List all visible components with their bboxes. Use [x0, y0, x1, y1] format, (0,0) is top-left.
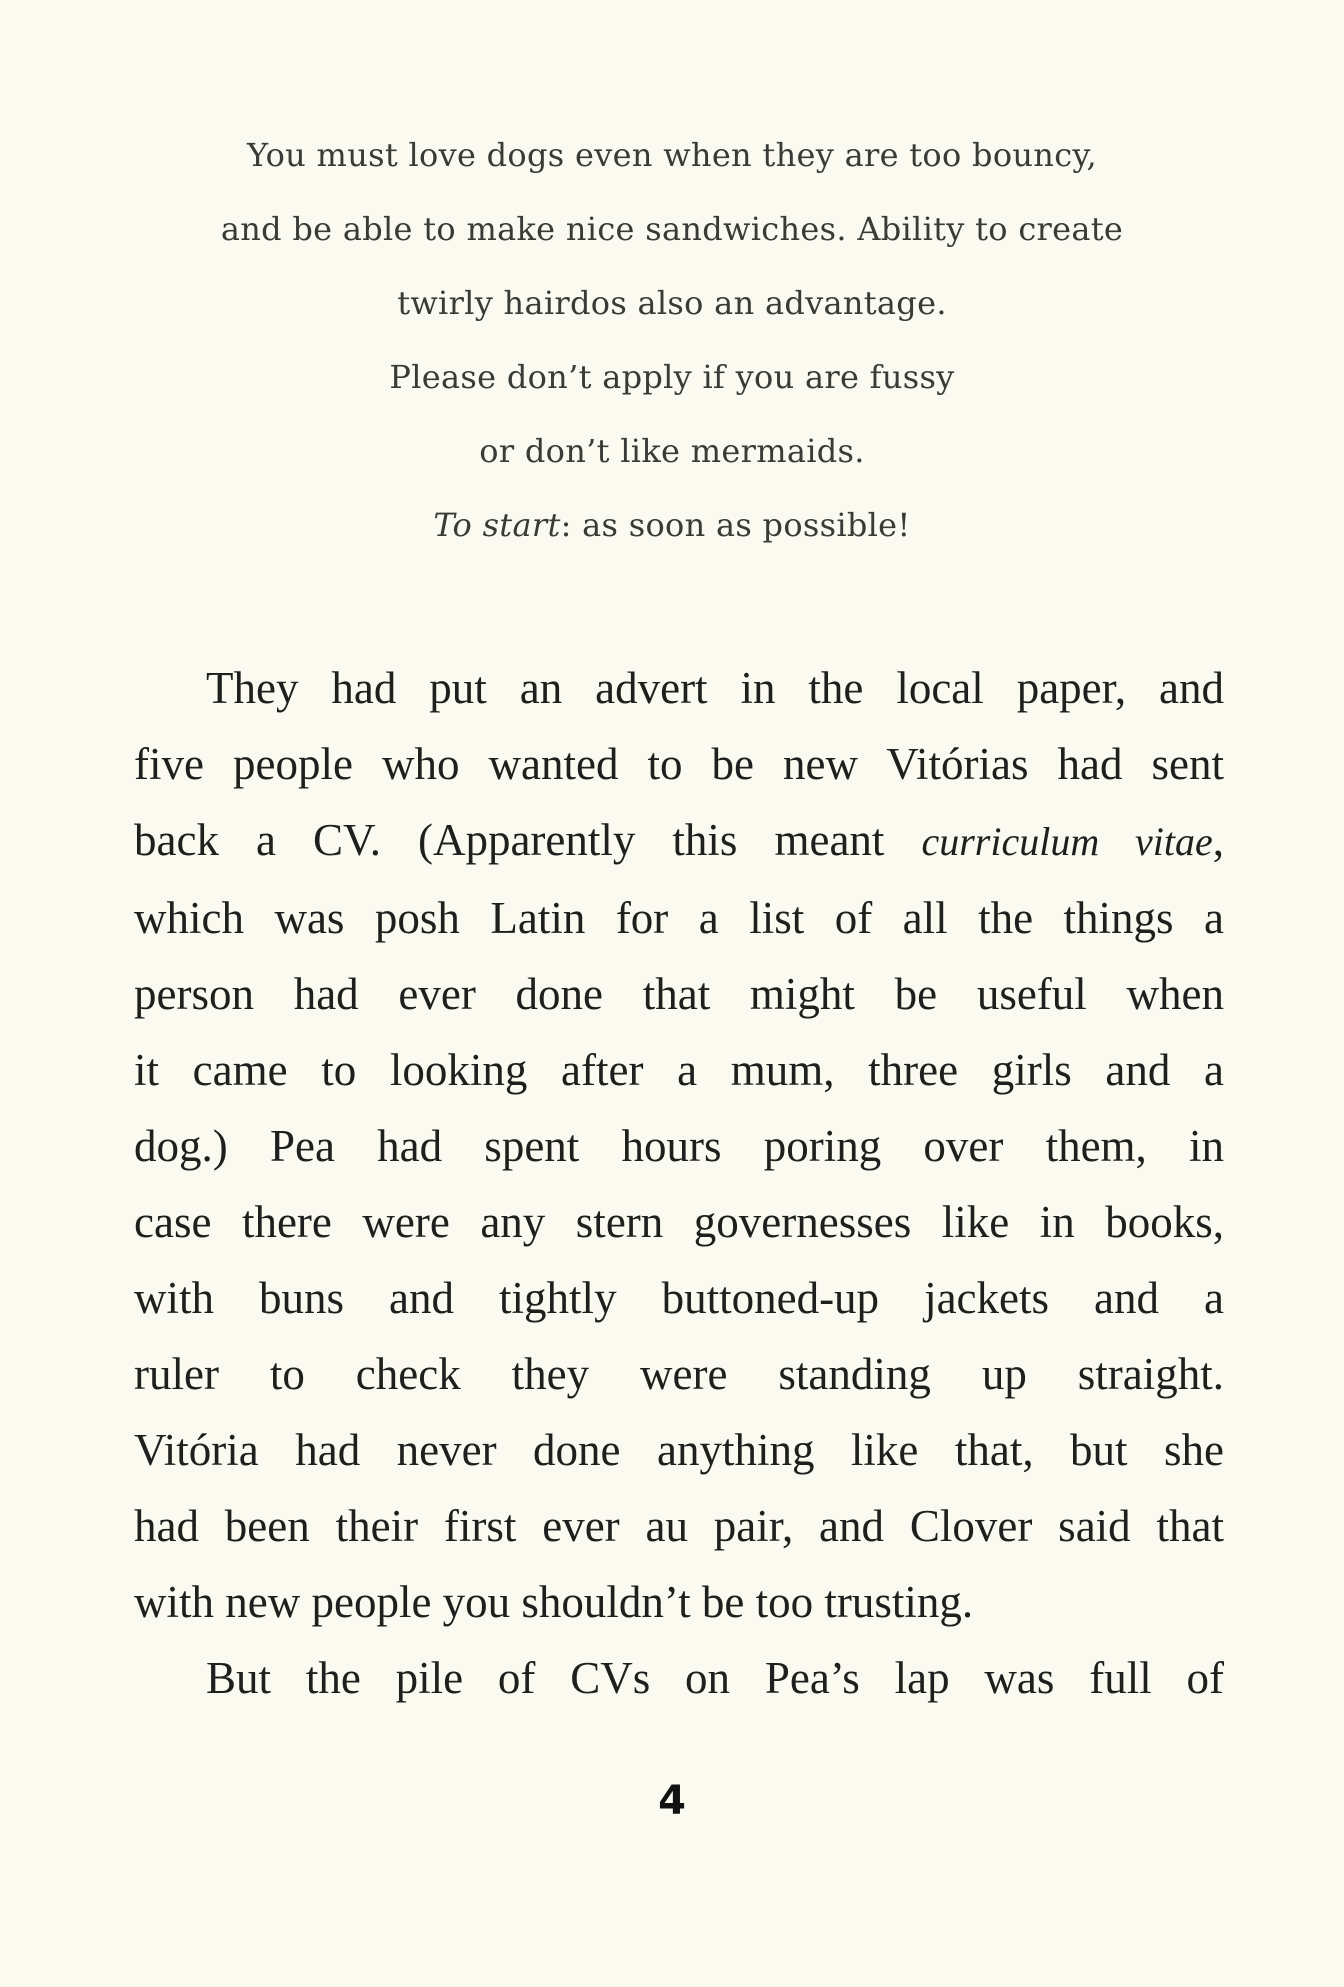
body-line: with new people you shouldn’t be too trusting. — [134, 1577, 974, 1627]
body-line: had been their first ever au pair, and Clover said that — [134, 1501, 1224, 1551]
body-line: They had put an advert in the local paper, and — [206, 663, 1224, 713]
body-line — [134, 802, 1224, 880]
body-italic-term: curriculum vitae — [921, 819, 1213, 864]
body-line: ruler to check they were standing up straight. — [134, 1349, 1224, 1399]
advert-start-value: : as soon as possible! — [560, 506, 911, 544]
body-line: case there were any stern governesses like in books, — [134, 1197, 1224, 1247]
advert-line: and be able to make nice sandwiches. Ability to create — [220, 210, 1124, 248]
advert-line: Please don’t apply if you are fussy — [389, 358, 955, 396]
body-line: with buns and tightly buttoned-up jackets and a — [134, 1273, 1224, 1323]
advert-line: twirly hairdos also an advantage. — [397, 284, 947, 322]
body-line: Vitória had never done anything like that, but she — [134, 1425, 1224, 1475]
advert-block — [120, 118, 1224, 562]
body-paragraphs — [134, 650, 1224, 1716]
advert-start-line — [120, 488, 1224, 562]
body-line: person had ever done that might be useful when — [134, 969, 1224, 1019]
advert-start-label: To start — [433, 506, 561, 544]
body-text-fragment: back a CV. (Apparently this meant — [134, 815, 922, 865]
body-line: five people who wanted to be new Vitórias had sent — [134, 739, 1224, 789]
body-line: it came to looking after a mum, three girls and a — [134, 1045, 1224, 1095]
advert-line: You must love dogs even when they are too bouncy, — [246, 136, 1098, 174]
body-text-fragment: , — [1212, 815, 1224, 865]
body-line: dog.) Pea had spent hours poring over them, in — [134, 1121, 1224, 1171]
page-number: 4 — [658, 1778, 686, 1824]
advert-line: or don’t like mermaids. — [479, 432, 865, 470]
body-line: But the pile of CVs on Pea’s lap was full of — [206, 1653, 1224, 1703]
body-line: which was posh Latin for a list of all the things a — [134, 893, 1224, 943]
